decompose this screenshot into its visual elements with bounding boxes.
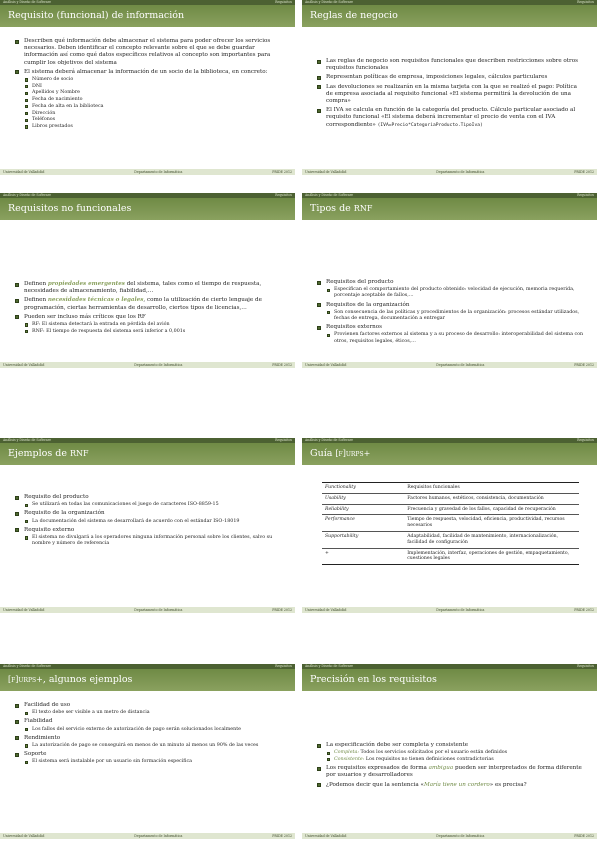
slide-7 bbox=[0, 664, 295, 839]
formula: (IVA=Precio*CategoriaProducto.TipoIva) bbox=[377, 122, 483, 128]
header-topic: Requisitos bbox=[275, 664, 292, 668]
list-item bbox=[316, 302, 585, 323]
sub-item: La autorización de pago se conseguirá en menos de un minuto al menos un 90% de las veces bbox=[24, 743, 283, 749]
footer-university: Universidad de Valladolid bbox=[3, 170, 45, 174]
footer-university: Universidad de Valladolid bbox=[305, 834, 347, 838]
footer-department: Departamento de Informática bbox=[436, 170, 485, 174]
footer-course-code: PRIDE 2012 bbox=[574, 363, 594, 367]
list-item bbox=[14, 527, 283, 548]
footer-department: Departamento de Informática bbox=[134, 608, 183, 612]
title-acronym: RNF bbox=[69, 449, 89, 458]
slide-title: Requisito (funcional) de información bbox=[0, 5, 295, 27]
slide-footer-strip bbox=[302, 169, 597, 175]
highlight-term: propiedades emergentes bbox=[47, 281, 125, 287]
list-item-text: Fiabilidad bbox=[24, 718, 53, 725]
list-item bbox=[14, 751, 283, 765]
sub-item: La documentación del sistema se desarrollará de acuerdo con el estándar ISO-18019 bbox=[24, 519, 283, 525]
header-topic: Requisitos bbox=[577, 664, 594, 668]
text-run: » es precisa? bbox=[489, 781, 527, 788]
slide-content bbox=[14, 38, 283, 132]
sub-item: Número de socio bbox=[24, 77, 283, 83]
list-item-text: Requisito externo bbox=[24, 526, 75, 533]
table-cell-description: Implementación, interfaz, operaciones de gestión, empaquetamiento, cuestiones legales bbox=[404, 548, 579, 565]
title-text: Tipos de bbox=[310, 203, 354, 214]
header-course: Análisis y Diseño de Software bbox=[3, 438, 52, 442]
table-row bbox=[322, 548, 579, 565]
table-cell-category: Functionality bbox=[322, 483, 404, 494]
table-row bbox=[322, 515, 579, 532]
text-run: ¿Podemos decir que la sentencia « bbox=[326, 781, 424, 788]
slide-footer-strip bbox=[302, 607, 597, 613]
table-cell-category: Supportability bbox=[322, 531, 404, 548]
sub-item: Especifican el comportamiento del producto obtenido: velocidad de ejecución, memoria requerida, porcentaje aceptable de fallos,… bbox=[326, 287, 585, 299]
list-item: Describen qué información debe almacenar el sistema para poder ofrecer los servicios necesarios. Deben identificar el concepto relevante sobre el que se debe guardar información así como qué datos específicos relativos al concepto son importantes para cumplir los objetivos del sistema bbox=[14, 38, 283, 67]
header-course: Análisis y Diseño de Software bbox=[305, 438, 354, 442]
furps-table bbox=[322, 482, 579, 565]
title-text: , algunos ejemplos bbox=[42, 674, 133, 685]
slide-content bbox=[14, 494, 283, 549]
slide-title: Requisitos no funcionales bbox=[0, 198, 295, 220]
slide-1 bbox=[0, 0, 295, 175]
footer-department: Departamento de Informática bbox=[436, 834, 485, 838]
text-run: , como la utilización de cierto lenguaje de programación, ciertas herramientas de desarrollo, ciertos tipos de licencias,… bbox=[24, 297, 262, 311]
footer-course-code: PRIDE 2012 bbox=[272, 170, 292, 174]
slide-8 bbox=[302, 664, 597, 839]
highlight-term: Consistente: bbox=[334, 756, 365, 762]
slide-title: Reglas de negocio bbox=[302, 5, 597, 27]
title-acronym: [f]urps+ bbox=[8, 675, 43, 684]
sub-item: Los fallos del servicio externo de autorización de pago serán solucionados localmente bbox=[24, 727, 283, 733]
slide-3 bbox=[0, 193, 295, 368]
slide-footer-strip bbox=[0, 833, 295, 839]
list-item-text: Soporte bbox=[24, 751, 47, 758]
footer-course-code: PRIDE 2012 bbox=[574, 170, 594, 174]
slide-content bbox=[316, 58, 585, 131]
table-cell-category: Performance bbox=[322, 515, 404, 532]
text-run: Los requisitos no tienen definiciones contradictorias bbox=[364, 756, 494, 762]
slide-footer-strip bbox=[302, 833, 597, 839]
list-item bbox=[316, 742, 585, 763]
footer-university: Universidad de Valladolid bbox=[305, 608, 347, 612]
list-item-text: Requisito del producto bbox=[24, 494, 89, 500]
sub-item bbox=[326, 757, 585, 763]
footer-university: Universidad de Valladolid bbox=[305, 363, 347, 367]
highlight-term: Completa: bbox=[334, 750, 359, 756]
list-item: Las devoluciones se realizarán en la misma tarjeta con la que se realizó el pago: Política de empresa asociada al requisito funcional «El sistema permitirá la devolución de una compra» bbox=[316, 84, 585, 106]
list-item-text: El IVA se calcula en función de la categoría del producto. Cálculo particular asociado al requisito funcional «El sistema deberá incrementar el precio de venta con el IVA correspondiente» bbox=[326, 107, 576, 128]
footer-department: Departamento de Informática bbox=[436, 608, 485, 612]
table-cell-description: Frecuencia y gravedad de los fallos, capacidad de recuperación bbox=[404, 504, 579, 515]
title-acronym: [f]urps+ bbox=[335, 449, 371, 458]
slide-content bbox=[14, 702, 283, 768]
highlight-term: necesidades técnicas o legales bbox=[47, 297, 144, 304]
slide-2 bbox=[302, 0, 597, 175]
header-course: Análisis y Diseño de Software bbox=[305, 664, 354, 668]
slide-footer-strip bbox=[0, 169, 295, 175]
footer-university: Universidad de Valladolid bbox=[305, 170, 347, 174]
list-item-text: Facilidad de uso bbox=[24, 702, 71, 708]
list-item bbox=[316, 782, 585, 789]
list-item-text: Rendimiento bbox=[24, 734, 61, 741]
footer-department: Departamento de Informática bbox=[436, 363, 485, 367]
slide-title: Precisión en los requisitos bbox=[302, 669, 597, 691]
list-item-text: Requisitos externos bbox=[326, 324, 382, 331]
header-topic: Requisitos bbox=[577, 438, 594, 442]
slide-footer-strip bbox=[0, 362, 295, 368]
header-course: Análisis y Diseño de Software bbox=[3, 193, 52, 197]
footer-university: Universidad de Valladolid bbox=[3, 363, 45, 367]
footer-course-code: PRIDE 2012 bbox=[272, 834, 292, 838]
list-item bbox=[14, 314, 283, 335]
sub-item: Son consecuencia de las políticas y procedimientos de la organización: procesos estándar utilizados, fechas de entrega, documentación a entregar bbox=[326, 310, 585, 322]
list-item bbox=[14, 281, 283, 295]
list-item-text: Requisito de la organización bbox=[24, 510, 105, 517]
header-course: Análisis y Diseño de Software bbox=[3, 664, 52, 668]
table-cell-description: Factores humanos, estéticos, consistencia, documentación bbox=[404, 493, 579, 504]
sub-item: Fecha de nacimiento bbox=[24, 97, 283, 103]
table-cell-description: Adaptabilidad, facilidad de mantenimiento, internacionalización, facilidad de configuración bbox=[404, 531, 579, 548]
header-topic: Requisitos bbox=[275, 193, 292, 197]
header-course: Análisis y Diseño de Software bbox=[305, 0, 354, 4]
table-cell-description: Requisitos funcionales bbox=[404, 483, 579, 494]
slide-title bbox=[302, 443, 597, 465]
slide-title bbox=[302, 198, 597, 220]
slide-footer-strip bbox=[302, 362, 597, 368]
table-cell-category: Usability bbox=[322, 493, 404, 504]
text-run: Pueden ser incluso más críticos que los RF bbox=[24, 313, 146, 320]
sub-item: El sistema será instalable por un usuario sin formación específica bbox=[24, 759, 283, 765]
list-item bbox=[316, 324, 585, 345]
slide-5 bbox=[0, 438, 295, 613]
text-run: Los requisitos expresados de forma bbox=[326, 765, 429, 772]
title-text: Guía bbox=[310, 448, 336, 459]
text-run: Definen bbox=[24, 281, 48, 287]
header-topic: Requisitos bbox=[577, 0, 594, 4]
list-item bbox=[14, 510, 283, 524]
header-course: Análisis y Diseño de Software bbox=[305, 193, 354, 197]
list-item-text: Requisitos del producto bbox=[326, 279, 394, 285]
table-row bbox=[322, 483, 579, 494]
header-topic: Requisitos bbox=[275, 0, 292, 4]
table-row bbox=[322, 493, 579, 504]
slide-4 bbox=[302, 193, 597, 368]
sub-item: DNI bbox=[24, 84, 283, 90]
footer-course-code: PRIDE 2012 bbox=[574, 834, 594, 838]
sub-item: Libros prestados bbox=[24, 124, 283, 130]
slide-content bbox=[316, 742, 585, 791]
table-row bbox=[322, 531, 579, 548]
highlight-term: ambigua bbox=[428, 765, 454, 772]
list-item: Representan políticas de empresa, imposiciones legales, cálculos particulares bbox=[316, 74, 585, 81]
slide-title bbox=[0, 443, 295, 465]
title-text: Ejemplos de bbox=[8, 448, 70, 459]
list-item bbox=[14, 494, 283, 508]
list-item-text: El sistema deberá almacenar la información de un socio de la biblioteca, en concreto: bbox=[24, 68, 268, 75]
list-item bbox=[14, 702, 283, 716]
sub-item: Apellidos y Nombre bbox=[24, 90, 283, 96]
slide-footer-strip bbox=[0, 607, 295, 613]
list-item bbox=[316, 765, 585, 779]
table-cell-category: + bbox=[322, 548, 404, 565]
footer-course-code: PRIDE 2012 bbox=[272, 608, 292, 612]
sub-item: RF: El sistema detectará la entrada en pérdida del avión bbox=[24, 322, 283, 328]
title-acronym: RNF bbox=[353, 204, 373, 213]
footer-course-code: PRIDE 2012 bbox=[272, 363, 292, 367]
slide-content bbox=[316, 279, 585, 347]
footer-department: Departamento de Informática bbox=[134, 834, 183, 838]
sub-item: El texto debe ser visible a un metro de distancia bbox=[24, 710, 283, 716]
list-item-text: Requisitos de la organización bbox=[326, 301, 410, 308]
text-run: Definen bbox=[24, 297, 48, 304]
footer-course-code: PRIDE 2012 bbox=[574, 608, 594, 612]
sub-item: Se utilizará en todas las comunicaciones el juego de caracteres ISO-8859-15 bbox=[24, 502, 283, 508]
table-row bbox=[322, 504, 579, 515]
list-item bbox=[14, 69, 283, 130]
sub-item: RNF: El tiempo de respuesta del sistema será inferior a 0,001s bbox=[24, 329, 283, 335]
list-item bbox=[316, 279, 585, 300]
table-cell-description: Tiempo de respuesta, velocidad, eficiencia, productividad, recursos necesarios bbox=[404, 515, 579, 532]
sub-item: Provienen factores externos al sistema y a su proceso de desarrollo: interoperabilidad del sistema con otros, requisitos legales, éticos,… bbox=[326, 332, 585, 344]
slide-content bbox=[14, 281, 283, 337]
footer-university: Universidad de Valladolid bbox=[3, 608, 45, 612]
footer-department: Departamento de Informática bbox=[134, 363, 183, 367]
sub-item: Dirección bbox=[24, 111, 283, 117]
sub-item: El sistema no divulgará a los operadores ninguna información personal sobre los clientes, salvo su nombre y número de referencia bbox=[24, 535, 283, 547]
table-cell-category: Reliability bbox=[322, 504, 404, 515]
sub-item: Teléfonos bbox=[24, 117, 283, 123]
list-item: Las reglas de negocio son requisitos funcionales que describen restricciones sobre otros requisitos funcionales bbox=[316, 58, 585, 72]
text-run: Todos los servicios solicitados por el usuario están definidos bbox=[358, 750, 508, 756]
footer-university: Universidad de Valladolid bbox=[3, 834, 45, 838]
list-item bbox=[14, 297, 283, 311]
slide-6 bbox=[302, 438, 597, 613]
footer-department: Departamento de Informática bbox=[134, 170, 183, 174]
list-item-text: La especificación debe ser completa y consistente bbox=[326, 742, 469, 748]
header-topic: Requisitos bbox=[275, 438, 292, 442]
header-topic: Requisitos bbox=[577, 193, 594, 197]
list-item bbox=[14, 718, 283, 732]
text-run: del sistema, tales como el tiempo de respuesta, necesidades de almacenamiento, fiabilidad,… bbox=[24, 281, 262, 295]
sub-item: Fecha de alta en la biblioteca bbox=[24, 104, 283, 110]
list-item bbox=[14, 735, 283, 749]
highlight-term: María tiene un cordero bbox=[423, 781, 490, 788]
sub-item bbox=[326, 750, 585, 756]
slide-title bbox=[0, 669, 295, 691]
list-item bbox=[316, 107, 585, 129]
header-course: Análisis y Diseño de Software bbox=[3, 0, 52, 4]
text-run: pueden ser interpretados de forma diferente por usuarios y desarrolladores bbox=[326, 765, 582, 779]
slide-content bbox=[322, 482, 579, 565]
